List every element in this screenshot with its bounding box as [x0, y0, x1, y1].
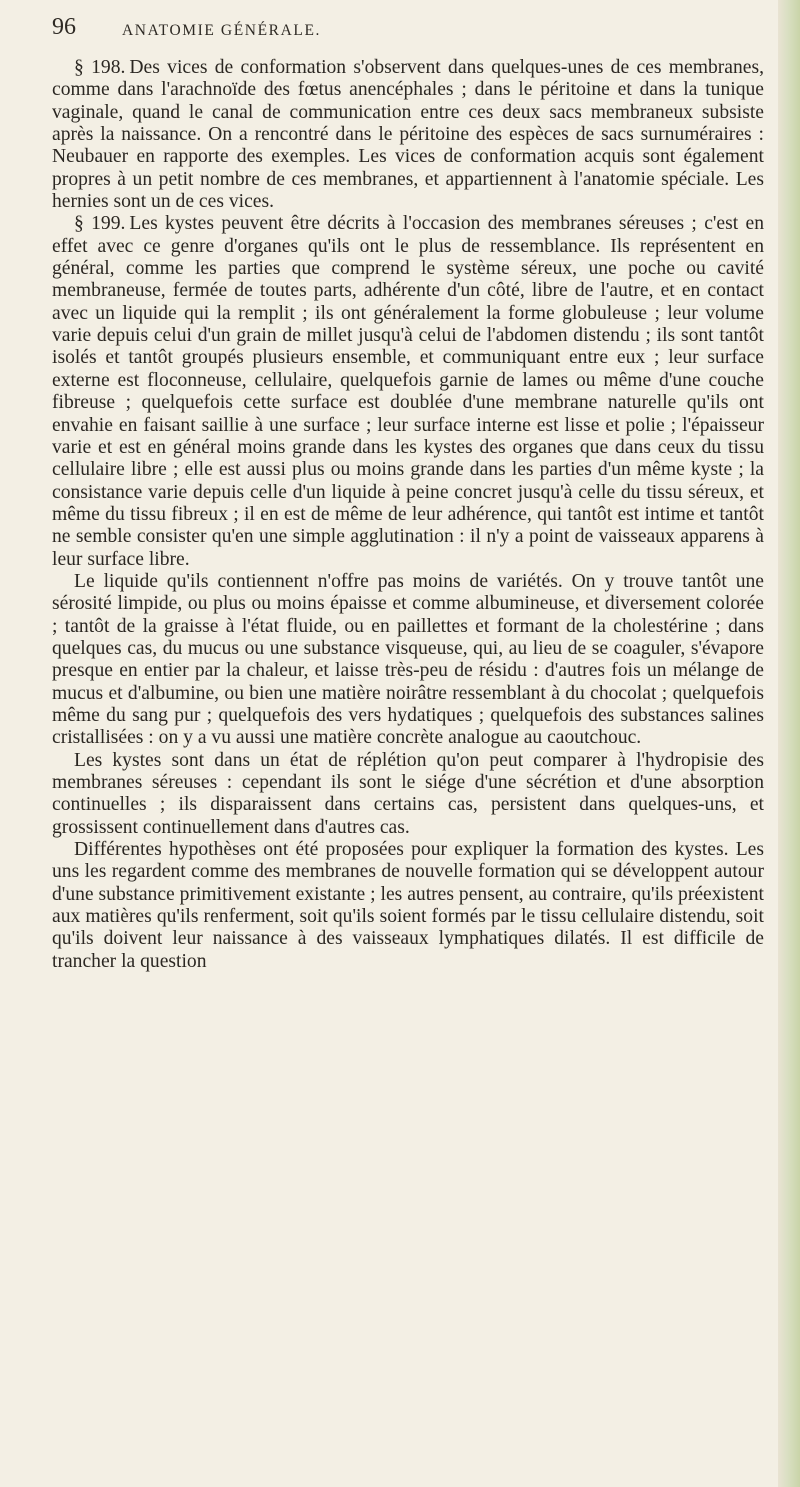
- paragraph-199: [52, 213, 764, 571]
- running-title: ANATOMIE GÉNÉRALE.: [122, 22, 321, 39]
- section-number: § 199.: [74, 213, 126, 235]
- section-number: § 198.: [74, 57, 126, 78]
- paragraph-text: Les kystes sont dans un état de réplétion qu'on peut comparer à l'hydropisie des membranes séreuses : cependant ils sont le siége d'une sécrétion et d'une absorption continuelles ; ils disparaissent dans certains cas, persistent dans quelques-uns, et grossissent continuellement dans d'autres cas.: [52, 749, 764, 838]
- paragraph-text: Des vices de conformation s'observent dans quelques-unes de ces membranes, comme dans l'arachnoïde des fœtus anencéphales ; dans le péritoine et dans la tunique vaginale, quand le canal de communication entre ces deux sacs membraneux subsiste après la naissance. On a rencontré dans le péritoine des espèces de sacs surnuméraires : Neubauer en rapporte des exemples. Les vices de conformation acquis sont également propres à un petit nombre de ces membranes, et appartiennent à l'anatomie spéciale. Les hernies sont un de ces vices.: [52, 57, 765, 213]
- paragraph-liquide: [52, 571, 764, 750]
- paragraph-text: Différentes hypothèses ont été proposées pour expliquer la formation des kystes. Les uns les regardent comme des membranes de nouvelle formation qui se développent autour d'une substance primitivement existante ; les autres pensent, au contraire, qu'ils préexistent aux matières qu'ils renferment, soit qu'ils soient formés par le tissu cellulaire distendu, soit qu'ils doivent leur naissance à des vaisseaux lymphatiques dilatés. Il est difficile de trancher la question: [52, 839, 764, 972]
- paragraph-text: Les kystes peuvent être décrits à l'occasion des membranes séreuses ; c'est en effet avec ce genre d'organes qu'ils ont le plus de ressemblance. Ils représentent en général, comme les parties que comprend le système séreux, une poche ou cavité membraneuse, fermée de toutes parts, adhérente d'un côté, libre de l'autre, et en contact avec un liquide qui la remplit ; ils ont généralement la forme globuleuse ; leur volume varie depuis celui d'un grain de millet jusqu'à celui de l'abdomen distendu ; ils sont tantôt isolés et tantôt groupés plusieurs ensemble, et communiquant entre eux ; leur surface externe est floconneuse, cellulaire, quelquefois garnie de lames ou même d'une couche fibreuse ; quelquefois cette surface est doublée d'une membrane naturelle qu'ils ont envahie en faisant saillie à une surface ; leur surface interne est lisse et polie ; l'épaisseur varie et est en général moins grande dans les kystes des organes que dans ceux du tissu cellulaire libre ; elle est aussi plus ou moins grande dans les parties d'un même kyste ; la consistance varie depuis celle d'un liquide à peine concret jusqu'à celle du tissu séreux, et même du tissu fibreux ; il en est de même de leur adhérence, qui tantôt est intime et tantôt ne semble consister qu'en une simple agglutination : il n'y a point de vaisseaux apparens à leur surface libre.: [52, 213, 764, 570]
- page-number: 96: [52, 14, 76, 40]
- paragraph-repletion: [52, 750, 764, 839]
- paragraph-text: Le liquide qu'ils contiennent n'offre pas moins de variétés. On y trouve tantôt une sérosité limpide, ou plus ou moins épaisse et comme albumineuse, et diversement colorée ; tantôt de la graisse à l'état fluide, ou en paillettes et formant de la cholestérine ; dans quelques cas, du mucus ou une substance visqueuse, qui, au lieu de se coaguler, s'évapore presque en entier par la chaleur, et laisse très-peu de résidu : d'autres fois un mélange de mucus et d'albumine, ou bien une matière noirâtre ressemblant à du chocolat ; quelquefois même du sang pur ; quelquefois des vers hydatiques ; quelquefois des substances salines cristallisées : on y a vu aussi une matière concrète analogue au caoutchouc.: [52, 570, 764, 749]
- body-text: [52, 57, 764, 973]
- page-edge-shadow: [778, 0, 800, 1487]
- page-header: [52, 14, 752, 48]
- paragraph-198: [52, 57, 764, 213]
- paragraph-hypotheses: [52, 839, 764, 973]
